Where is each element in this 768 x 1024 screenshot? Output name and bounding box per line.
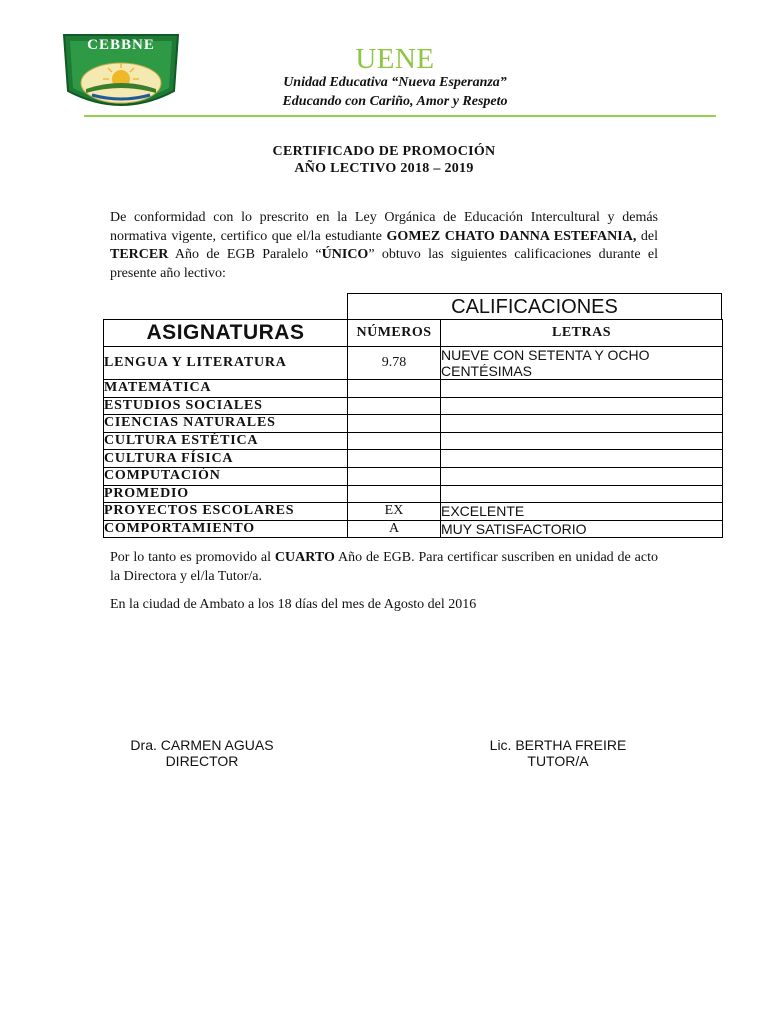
table-row xyxy=(104,397,723,415)
intro-paragraph xyxy=(110,209,658,283)
number-cell xyxy=(348,397,441,415)
subject-cell: CULTURA FÍSICA xyxy=(104,450,348,468)
letters-cell xyxy=(441,397,723,415)
certificate-title: CERTIFICADO DE PROMOCIÓN xyxy=(272,144,496,159)
table-row xyxy=(104,432,723,450)
number-cell: 9.78 xyxy=(348,347,441,380)
table-row xyxy=(104,415,723,433)
school-motto: Educando con Cariño, Amor y Respeto xyxy=(282,94,508,109)
promotion-paragraph xyxy=(110,549,658,586)
table-row xyxy=(104,520,723,538)
signature-tutor xyxy=(448,737,668,769)
letters-cell xyxy=(441,485,723,503)
letters-cell xyxy=(441,432,723,450)
intro-text-4: ” obtuvo las siguientes calificaciones durante el presente año lectivo: xyxy=(110,247,658,281)
subject-cell: MATEMÁTICA xyxy=(104,380,348,398)
number-cell xyxy=(348,432,441,450)
tutor-name: Lic. BERTHA FREIRE xyxy=(489,737,627,753)
letters-cell: NUEVE CON SETENTA Y OCHO CENTÉSIMAS xyxy=(441,347,723,380)
table-header-row xyxy=(104,320,723,347)
table-row xyxy=(104,380,723,398)
number-cell xyxy=(348,380,441,398)
column-header-numbers: NÚMEROS xyxy=(348,320,441,347)
subject-cell: ESTUDIOS SOCIALES xyxy=(104,397,348,415)
subject-cell: LENGUA Y LITERATURA xyxy=(104,347,348,380)
subject-cell: CULTURA ESTÉTICA xyxy=(104,432,348,450)
header-divider xyxy=(84,115,716,117)
school-year: AÑO LECTIVO 2018 – 2019 xyxy=(294,161,474,176)
school-name: Unidad Educativa “Nueva Esperanza” xyxy=(283,75,507,90)
table-row xyxy=(104,450,723,468)
number-cell: A xyxy=(348,520,441,538)
number-cell xyxy=(348,415,441,433)
director-name: Dra. CARMEN AGUAS xyxy=(130,737,274,753)
tutor-role: TUTOR/A xyxy=(527,753,589,769)
logo-text: CEBBNE xyxy=(87,37,155,53)
subject-cell: PROMEDIO xyxy=(104,485,348,503)
director-role: DIRECTOR xyxy=(165,753,239,769)
letters-cell xyxy=(441,467,723,485)
signature-director xyxy=(92,737,312,769)
table-row xyxy=(104,485,723,503)
intro-text-3: Año de EGB Paralelo “ xyxy=(168,247,322,262)
table-row xyxy=(104,467,723,485)
letters-cell: EXCELENTE xyxy=(441,503,723,521)
school-acronym: UENE xyxy=(355,43,435,75)
promotion-text-2: Año de EGB. Para certificar suscriben en unidad de acto la Directora y el/la Tutor/a. xyxy=(110,550,658,584)
subject-cell: PROYECTOS ESCOLARES xyxy=(104,503,348,521)
number-cell: EX xyxy=(348,503,441,521)
intro-text-1: De conformidad con lo prescrito en la Ley Orgánica de Educación Intercultural y demás normativa vigente, certifico que el/la estudiante xyxy=(110,210,658,244)
number-cell xyxy=(348,467,441,485)
table-row xyxy=(104,503,723,521)
number-cell xyxy=(348,485,441,503)
subject-cell: COMPORTAMIENTO xyxy=(104,520,348,538)
promotion-text-1: Por lo tanto es promovido al xyxy=(110,550,275,565)
grades-table xyxy=(103,319,723,538)
letters-cell xyxy=(441,450,723,468)
subject-cell: CIENCIAS NATURALES xyxy=(104,415,348,433)
intro-text-2: del xyxy=(636,228,658,244)
letters-cell: MUY SATISFACTORIO xyxy=(441,520,723,538)
promoted-grade: CUARTO xyxy=(274,550,335,565)
student-name: GOMEZ CHATO DANNA ESTEFANIA, xyxy=(386,228,637,244)
place-date: En la ciudad de Ambato a los 18 días del mes de Agosto del 2016 xyxy=(110,597,477,612)
subject-cell: COMPUTACIÓN xyxy=(104,467,348,485)
letters-cell xyxy=(441,380,723,398)
column-header-letters: LETRAS xyxy=(441,320,723,347)
letters-cell xyxy=(441,415,723,433)
school-logo xyxy=(62,33,180,113)
calificaciones-header: CALIFICACIONES xyxy=(347,293,722,319)
table-row xyxy=(104,347,723,380)
column-header-subjects: ASIGNATURAS xyxy=(104,320,348,347)
section-name: ÚNICO xyxy=(321,247,369,262)
grade-level: TERCER xyxy=(110,247,169,262)
number-cell xyxy=(348,450,441,468)
